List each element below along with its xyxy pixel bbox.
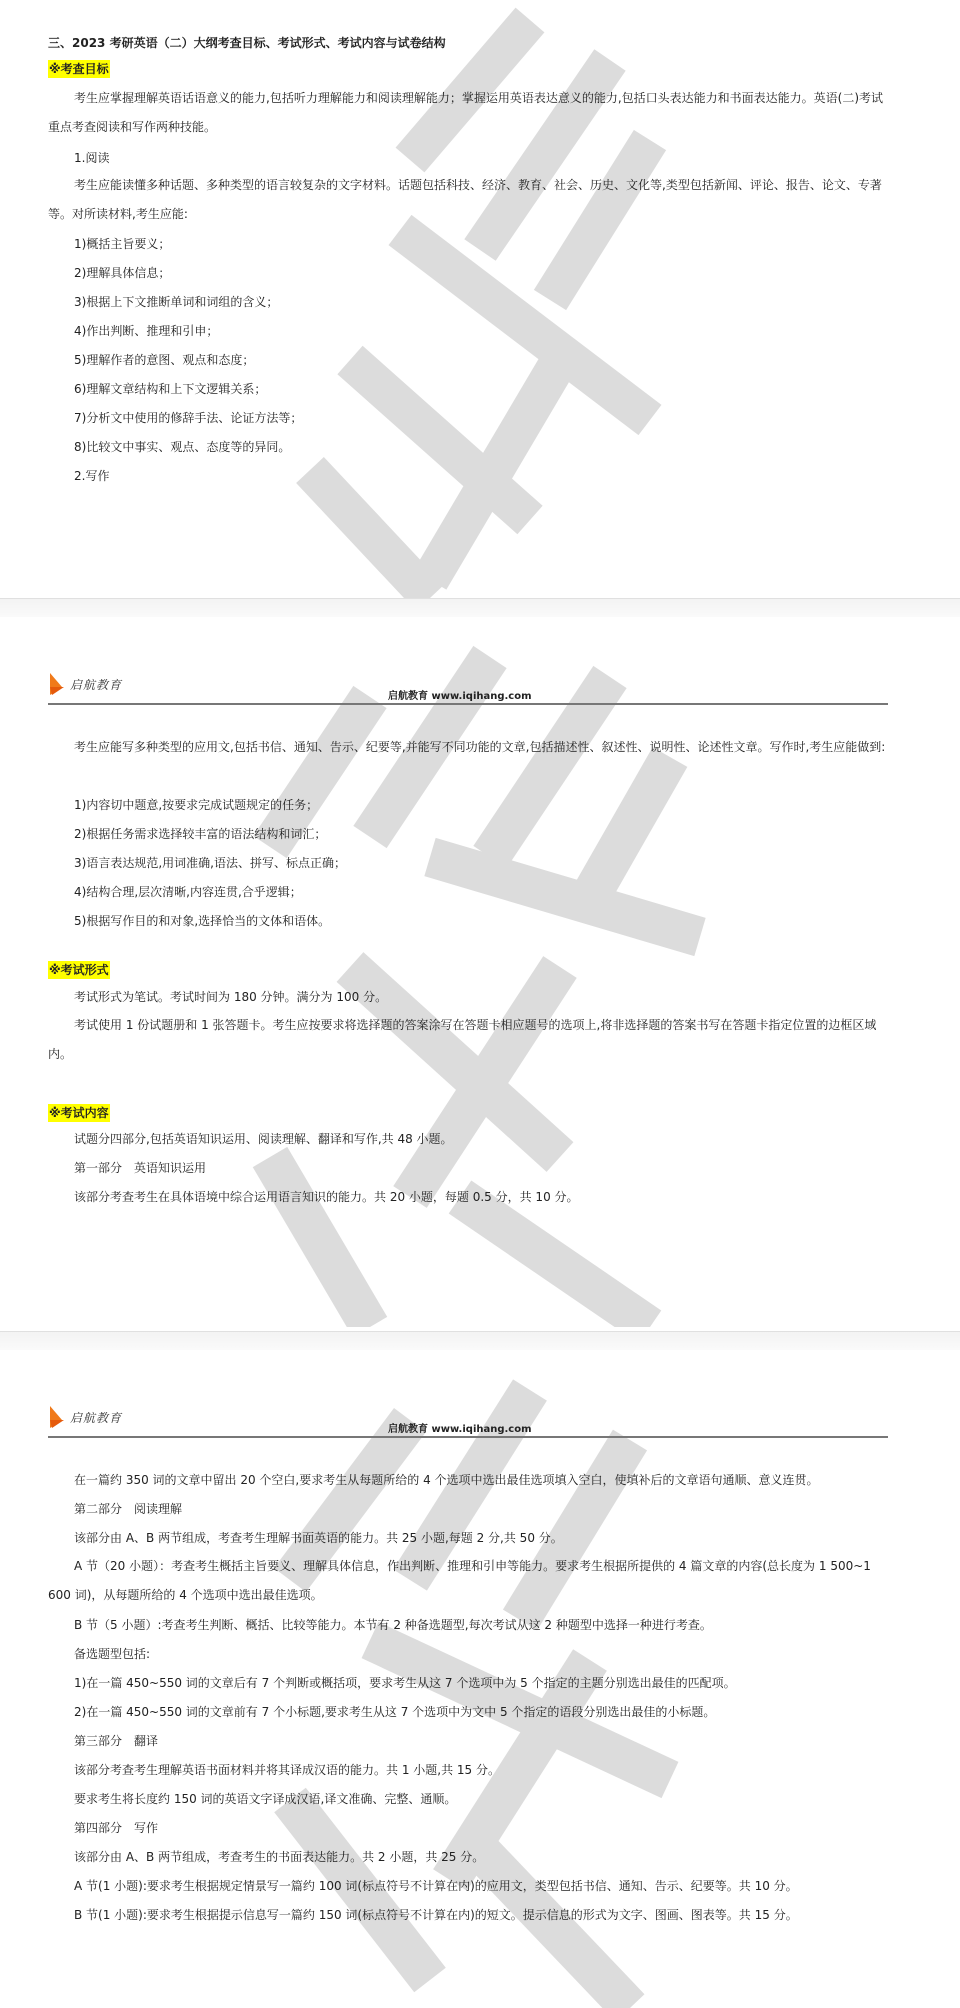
exam-content-line: 试题分四部分,包括英语知识运用、阅读理解、翻译和写作,共 48 小题。 (74, 1132, 453, 1146)
document-page-2 (0, 617, 960, 1330)
logo-text: 启航教育 (70, 1410, 123, 1425)
writing-intro: 考生应能写多种类型的应用文,包括书信、通知、告示、纪要等,并能写不同功能的文章,包括描述性、叙述性、说明性、论述性文章。写作时,考生应能做到: (74, 740, 886, 754)
part4-section-a: A 节(1 小题):要求考生根据规定情景写一篇约 100 词(标点符号不计算在内)的应用文，类型包括书信、通知、告示、纪要等。共 10 分。 (74, 1879, 798, 1893)
header-rule (48, 703, 888, 705)
page-header (48, 1406, 888, 1442)
writing-item: 5)根据写作目的和对象,选择恰当的文体和语体。 (74, 914, 331, 928)
reading-item: 1)概括主旨要义； (74, 237, 171, 251)
part2-b-item: 1)在一篇 450~550 词的文章后有 7 个判断或概括项，要求考生从这 7 个选项中为 5 个指定的主题分别选出最佳的匹配项。 (74, 1676, 736, 1690)
site-url-text: 启航教育 www.iqihang.com (388, 1424, 532, 1435)
part4-desc: 该部分由 A、B 两节组成，考查考生的书面表达能力。共 2 小题，共 25 分。 (74, 1850, 485, 1864)
reading-item: 3)根据上下文推断单词和词组的含义； (74, 295, 279, 309)
brand-logo (48, 1406, 122, 1428)
reading-item: 4)作出判断、推理和引申； (74, 324, 219, 338)
part1-desc: 该部分考查考生在具体语境中综合运用语言知识的能力。共 20 小题，每题 0.5 分，共 10 分。 (74, 1190, 579, 1204)
brand-logo (48, 673, 122, 695)
section-label-exam-content: ※考试内容 (49, 1106, 109, 1120)
reading-item: 7)分析文中使用的修辞手法、论证方法等； (74, 411, 303, 425)
page-title: 三、2023 考研英语（二）大纲考查目标、考试形式、考试内容与试卷结构 (48, 36, 446, 50)
sail-logo-icon (48, 673, 66, 695)
part2-section-b: B 节（5 小题）:考查考生判断、概括、比较等能力。本节有 2 种备选题型,每次考试从这 2 种题型中选择一种进行考查。 (74, 1618, 712, 1632)
reading-heading: 1.阅读 (74, 151, 110, 165)
reading-item: 5)理解作者的意图、观点和态度； (74, 353, 255, 367)
section-label-exam-form: ※考试形式 (49, 963, 109, 977)
reading-intro: 考生应能读懂多种话题、多种类型的语言较复杂的文字材料。话题包括科技、经济、教育、社会、历史、文化等,类型包括新闻、评论、报告、论文、专著等。对所读材料,考生应能: (48, 178, 882, 221)
page-separator (0, 1331, 960, 1351)
page-header (48, 673, 888, 709)
reading-item: 8)比较文中事实、观点、态度等的异同。 (74, 440, 291, 454)
header-rule (48, 1436, 888, 1438)
writing-heading: 2.写作 (74, 469, 110, 483)
writing-item: 2)根据任务需求选择较丰富的语法结构和词汇； (74, 827, 327, 841)
exam-form-line: 考试使用 1 份试题册和 1 张答题卡。考生应按要求将选择题的答案涂写在答题卡相应题号的选项上,将非选择题的答案书写在答题卡指定位置的边框区域内。 (48, 1018, 877, 1061)
part3-desc: 该部分考查考生理解英语书面材料并将其译成汉语的能力。共 1 小题,共 15 分。 (74, 1763, 500, 1777)
sail-logo-icon (48, 1406, 66, 1428)
exam-form-line: 考试形式为笔试。考试时间为 180 分钟。满分为 100 分。 (74, 990, 388, 1004)
part3-heading: 第三部分 翻译 (74, 1734, 159, 1748)
part2-b-types: 备选题型包括: (74, 1647, 151, 1661)
part4-section-b: B 节(1 小题):要求考生根据提示信息写一篇约 150 词(标点符号不计算在内)的短文。提示信息的形式为文字、图画、图表等。共 15 分。 (74, 1908, 798, 1922)
writing-item: 3)语言表达规范,用词准确,语法、拼写、标点正确； (74, 856, 346, 870)
part2-b-item: 2)在一篇 450~550 词的文章前有 7 个小标题,要求考生从这 7 个选项中为文中 5 个指定的语段分别选出最佳的小标题。 (74, 1705, 716, 1719)
section-label-objectives: ※考查目标 (49, 62, 109, 76)
page-separator (0, 598, 960, 618)
writing-item: 4)结构合理,层次清晰,内容连贯,合乎逻辑； (74, 885, 302, 899)
part1-heading: 第一部分 英语知识运用 (74, 1161, 207, 1175)
part4-heading: 第四部分 写作 (74, 1821, 159, 1835)
reading-item: 6)理解文章结构和上下文逻辑关系； (74, 382, 267, 396)
reading-item: 2)理解具体信息； (74, 266, 171, 280)
logo-text: 启航教育 (70, 677, 123, 692)
part3-detail: 要求考生将长度约 150 词的英语文字译成汉语,译文准确、完整、通顺。 (74, 1792, 457, 1806)
site-url-text: 启航教育 www.iqihang.com (388, 691, 532, 702)
document-page-3 (0, 1350, 960, 2008)
writing-item: 1)内容切中题意,按要求完成试题规定的任务； (74, 798, 319, 812)
part2-desc: 该部分由 A、B 两节组成，考查考生理解书面英语的能力。共 25 小题,每题 2 分,共 50 分。 (74, 1531, 563, 1545)
objectives-intro: 考生应掌握理解英语话语意义的能力,包括听力理解能力和阅读理解能力；掌握运用英语表达意义的能力,包括口头表达能力和书面表达能力。英语(二)考试重点考查阅读和写作两种技能。 (48, 91, 883, 134)
part2-section-a: A 节（20 小题）：考查考生概括主旨要义、理解具体信息，作出判断、推理和引申等能力。要求考生根据所提供的 4 篇文章的内容(总长度为 1 500~1 600 词)，从每题所给的 4 个选项中选出最佳选项。 (48, 1559, 871, 1602)
document-page-1 (0, 0, 960, 598)
part1-detail: 在一篇约 350 词的文章中留出 20 个空白,要求考生从每题所给的 4 个选项中选出最佳选项填入空白，使填补后的文章语句通顺、意义连贯。 (74, 1473, 819, 1487)
part2-heading: 第二部分 阅读理解 (74, 1502, 183, 1516)
